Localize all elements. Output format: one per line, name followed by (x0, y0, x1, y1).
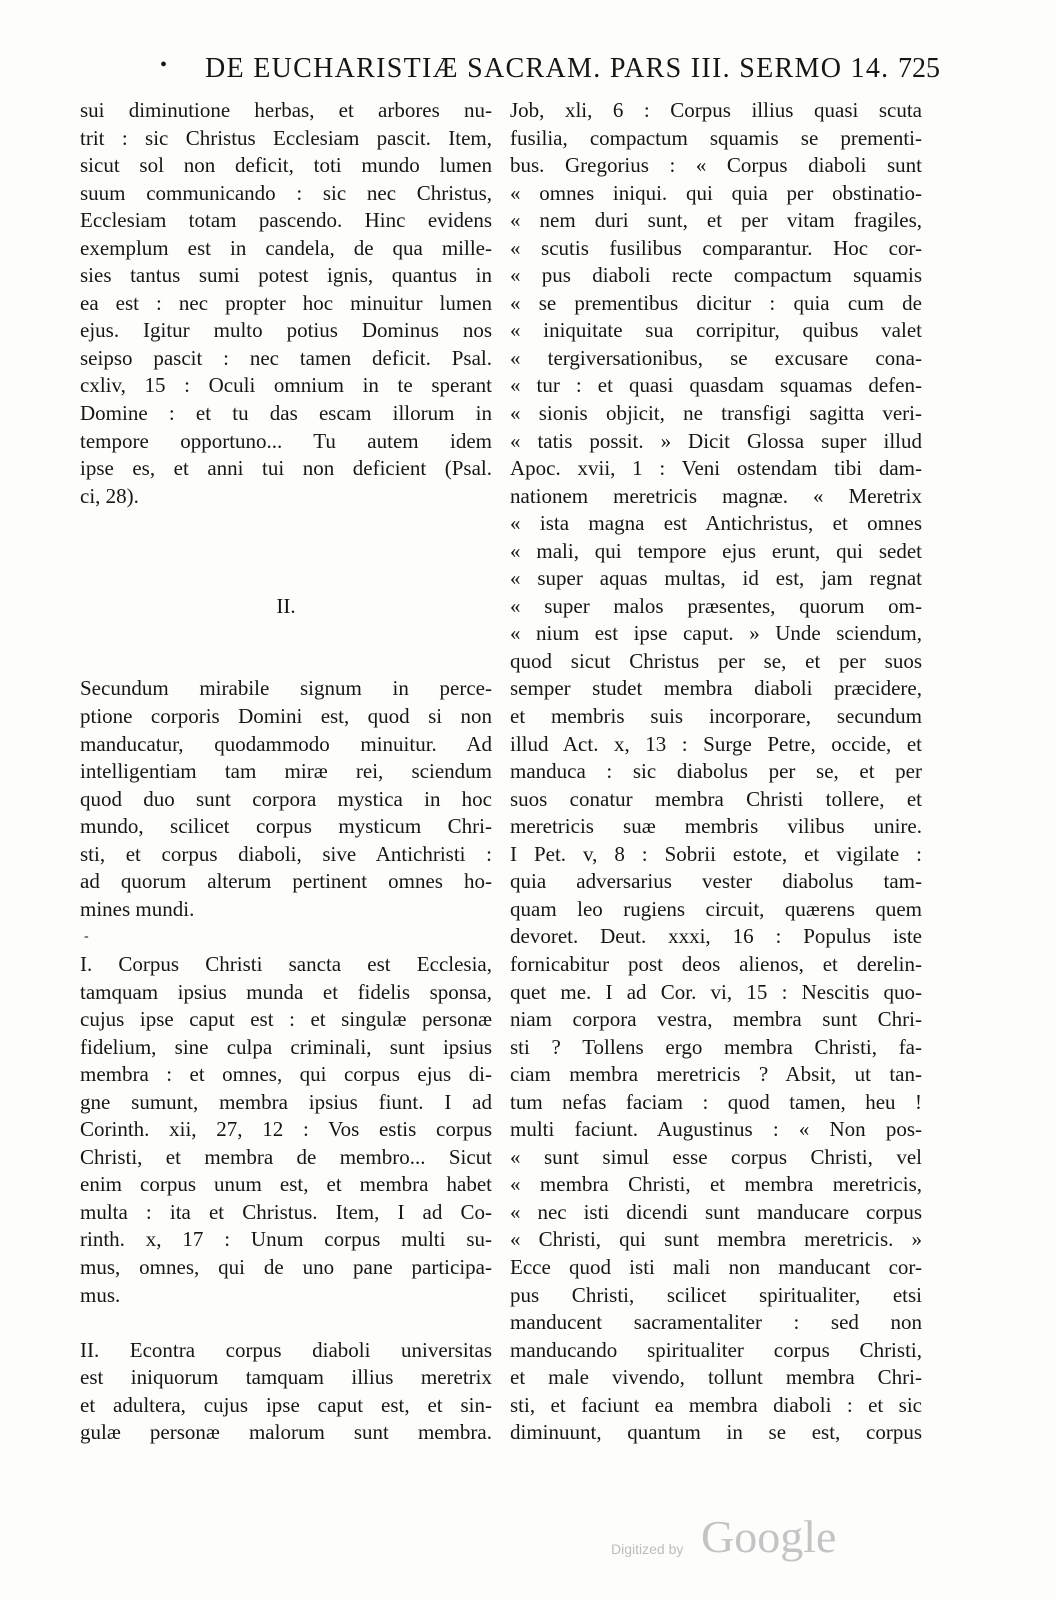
text-line: « Christi, qui sunt membra meretricis. » (510, 1227, 922, 1252)
text-line: mus. (80, 1282, 121, 1307)
text-line: et membris suis incorporare, secundum (510, 704, 922, 729)
text-line: intelligentiam tam miræ rei, sciendum (80, 759, 492, 784)
text-line: « membra Christi, et membra meretricis, (510, 1172, 922, 1197)
text-line: multi faciunt. Augustinus : « Non pos- (510, 1117, 922, 1142)
text-line: semper studet membra diaboli præcidere, (510, 676, 922, 701)
text-line: fornicabitur post deos alienos, et derelin- (510, 951, 922, 976)
text-line (80, 565, 492, 593)
text-line: exemplum est in candela, de qua mille- (80, 235, 492, 260)
text-line: pus Christi, scilicet spiritualiter, etsi (510, 1282, 922, 1307)
text-line: sicut sol non deficit, toti mundo lumen (80, 153, 492, 178)
text-line: « nem duri sunt, et per vitam fragiles, (510, 208, 922, 233)
text-line: manduca : sic diabolus per se, et per (510, 759, 922, 784)
text-line: ejus. Igitur multo potius Dominus nos (80, 318, 492, 343)
text-line: ci, 28). (80, 483, 139, 508)
text-line: quet me. I ad Cor. vi, 15 : Nescitis quo- (510, 979, 922, 1004)
text-line: Ecclesiam totam pascendo. Hinc evidens (80, 208, 492, 233)
text-line: Christi, et membra de membro... Sicut (80, 1144, 492, 1169)
text-line: ad quorum alterum pertinent omnes ho- (80, 869, 492, 894)
watermark-google-logo: Google (701, 1511, 837, 1562)
header-title: DE EUCHARISTIÆ SACRAM. PARS III. SERMO 14. (205, 53, 890, 84)
text-line: sti, et faciunt ea membra diaboli : et sic (510, 1392, 922, 1417)
text-line: tempore opportuno... Tu autem idem (80, 428, 492, 453)
text-line: enim corpus unum est, et membra habet (80, 1172, 492, 1197)
text-line: cujus ipse caput est : et singulæ personæ (80, 1007, 492, 1032)
text-line: Corinth. xii, 27, 12 : Vos estis corpus (80, 1117, 492, 1142)
text-line: mundo, scilicet corpus mysticum Chri- (80, 814, 492, 839)
text-line: suum communicando : sic nec Christus, (80, 180, 492, 205)
text-line: « nec isti dicendi sunt manducare corpus (510, 1199, 922, 1224)
text-line: sies tantus sumi potest ignis, quantus in (80, 263, 492, 288)
text-line: « super malos præsentes, quorum om- (510, 593, 922, 618)
text-line: Domine : et tu das escam illorum in (80, 401, 492, 426)
text-line: quod sicut Christus per se, et per suos (510, 648, 922, 673)
text-line: « omnes iniqui. qui quia per obstinatio- (510, 180, 922, 205)
page-number: 725 (898, 53, 940, 84)
text-line: illud Act. x, 13 : Surge Petre, occide, et (510, 731, 922, 756)
text-line: trit : sic Christus Ecclesiam pascit. Item, (80, 125, 492, 150)
text-line: Secundum mirabile signum in perce- (80, 676, 492, 701)
text-line: diminuunt, quantum in se est, corpus (510, 1420, 922, 1445)
text-line: « tergiversationibus, se excusare cona- (510, 345, 922, 370)
text-line: bus. Gregorius : « Corpus diaboli sunt (510, 153, 922, 178)
text-line: fusilia, compactum squamis se prementi- (510, 125, 922, 150)
text-line: quod duo sunt corpora mystica in hoc (80, 786, 492, 811)
text-line: ptione corporis Domini est, quod si non (80, 704, 492, 729)
text-line (80, 538, 492, 566)
text-line: « se prementibus dicitur : quia cum de (510, 290, 922, 315)
text-line: « pus diaboli recte compactum squamis (510, 263, 922, 288)
text-line: Ecce quod isti mali non manducant cor- (510, 1254, 922, 1279)
text-line: « tur : et quasi quasdam squamas defen- (510, 373, 922, 398)
text-line: II. Econtra corpus diaboli universitas (80, 1337, 492, 1362)
text-line (80, 510, 492, 538)
text-line: fidelium, sine culpa criminali, sunt ipsius (80, 1034, 492, 1059)
text-line: et adultera, cujus ipse caput est, et sin- (80, 1392, 492, 1417)
text-line: Apoc. xvii, 1 : Veni ostendam tibi dam- (510, 456, 922, 481)
text-line: « scutis fusilibus comparantur. Hoc cor- (510, 235, 922, 260)
text-line: meretricis suæ membris vilibus unire. (510, 814, 922, 839)
text-line: manducatur, quodammodo minuitur. Ad (80, 731, 492, 756)
text-line: manducando spiritualiter corpus Christi, (510, 1337, 922, 1362)
text-line: « sunt simul esse corpus Christi, vel (510, 1144, 922, 1169)
text-line: tamquam ipsius munda et fidelis sponsa, (80, 979, 492, 1004)
text-line: « ista magna est Antichristus, et omnes (510, 511, 922, 536)
text-line: ciam membra meretricis ? Absit, ut tan- (510, 1062, 922, 1087)
text-line: gne sumunt, membra ipsius fiunt. I ad (80, 1089, 492, 1114)
text-line: niam corpora vestra, membra sunt Chri- (510, 1007, 922, 1032)
text-line: « nium est ipse caput. » Unde sciendum, (510, 621, 922, 646)
text-line: nationem meretricis magnæ. « Meretrix (510, 483, 922, 508)
text-line: Job, xli, 6 : Corpus illius quasi scuta (510, 98, 922, 122)
text-line: manducent sacramentaliter : sed non (510, 1310, 922, 1335)
left-column (80, 97, 492, 1447)
text-line: tum nefas faciam : quod tamen, heu ! (510, 1089, 922, 1114)
text-line: rinth. x, 17 : Unum corpus multi su- (80, 1227, 492, 1252)
text-line: mus, omnes, qui de uno pane participa- (80, 1254, 492, 1279)
text-line: suos conatur membra Christi tollere, et (510, 786, 922, 811)
text-line: « sionis objicit, ne transfigi sagitta veri- (510, 401, 922, 426)
text-line: I. Corpus Christi sancta est Ecclesia, (80, 951, 492, 976)
right-column (510, 97, 922, 1447)
text-line: membra : et omnes, qui corpus ejus di- (80, 1062, 492, 1087)
text-line: « mali, qui tempore ejus erunt, qui sedet (510, 538, 922, 563)
text-line: « iniquitate sua corripitur, quibus valet (510, 318, 922, 343)
running-header (0, 50, 1057, 90)
text-line: cxliv, 15 : Oculi omnium in te sperant (80, 373, 492, 398)
text-line: mines mundi. (80, 896, 195, 921)
text-line (80, 1309, 492, 1337)
text-line: ea est : nec propter hoc minuitur lumen (80, 290, 492, 315)
text-line: et male vivendo, tollunt membra Chri- (510, 1365, 922, 1390)
header-dot: • (160, 54, 168, 76)
text-line: - (84, 929, 89, 945)
text-line: quia adversarius vester diabolus tam- (510, 869, 922, 894)
text-line: ipse es, et anni tui non deficient (Psal. (80, 456, 492, 481)
text-line: multa : ita et Christus. Item, I ad Co- (80, 1199, 492, 1224)
text-line: devoret. Deut. xxxi, 16 : Populus iste (510, 924, 922, 949)
watermark-digitized-by: Digitized by (611, 1541, 684, 1557)
text-line: I Pet. v, 8 : Sobrii estote, et vigilate : (510, 841, 922, 866)
text-line: quam leo rugiens circuit, quærens quem (510, 896, 922, 921)
text-line: « tatis possit. » Dicit Glossa super illud (510, 428, 922, 453)
text-line: est iniquorum tamquam illius meretrix (80, 1365, 492, 1390)
digitization-watermark (611, 1510, 871, 1570)
text-line: sui diminutione herbas, et arbores nu- (80, 98, 492, 122)
text-line: II. (276, 593, 296, 618)
text-line: sti ? Tollens ergo membra Christi, fa- (510, 1034, 922, 1059)
text-line: sti, et corpus diaboli, sive Antichristi : (80, 841, 492, 866)
text-line: gulæ personæ malorum sunt membra. (80, 1420, 492, 1445)
text-line: « super aquas multas, id est, jam regnat (510, 566, 922, 591)
text-line (80, 648, 492, 676)
text-line: seipso pascit : nec tamen deficit. Psal. (80, 345, 492, 370)
text-line (80, 620, 492, 648)
